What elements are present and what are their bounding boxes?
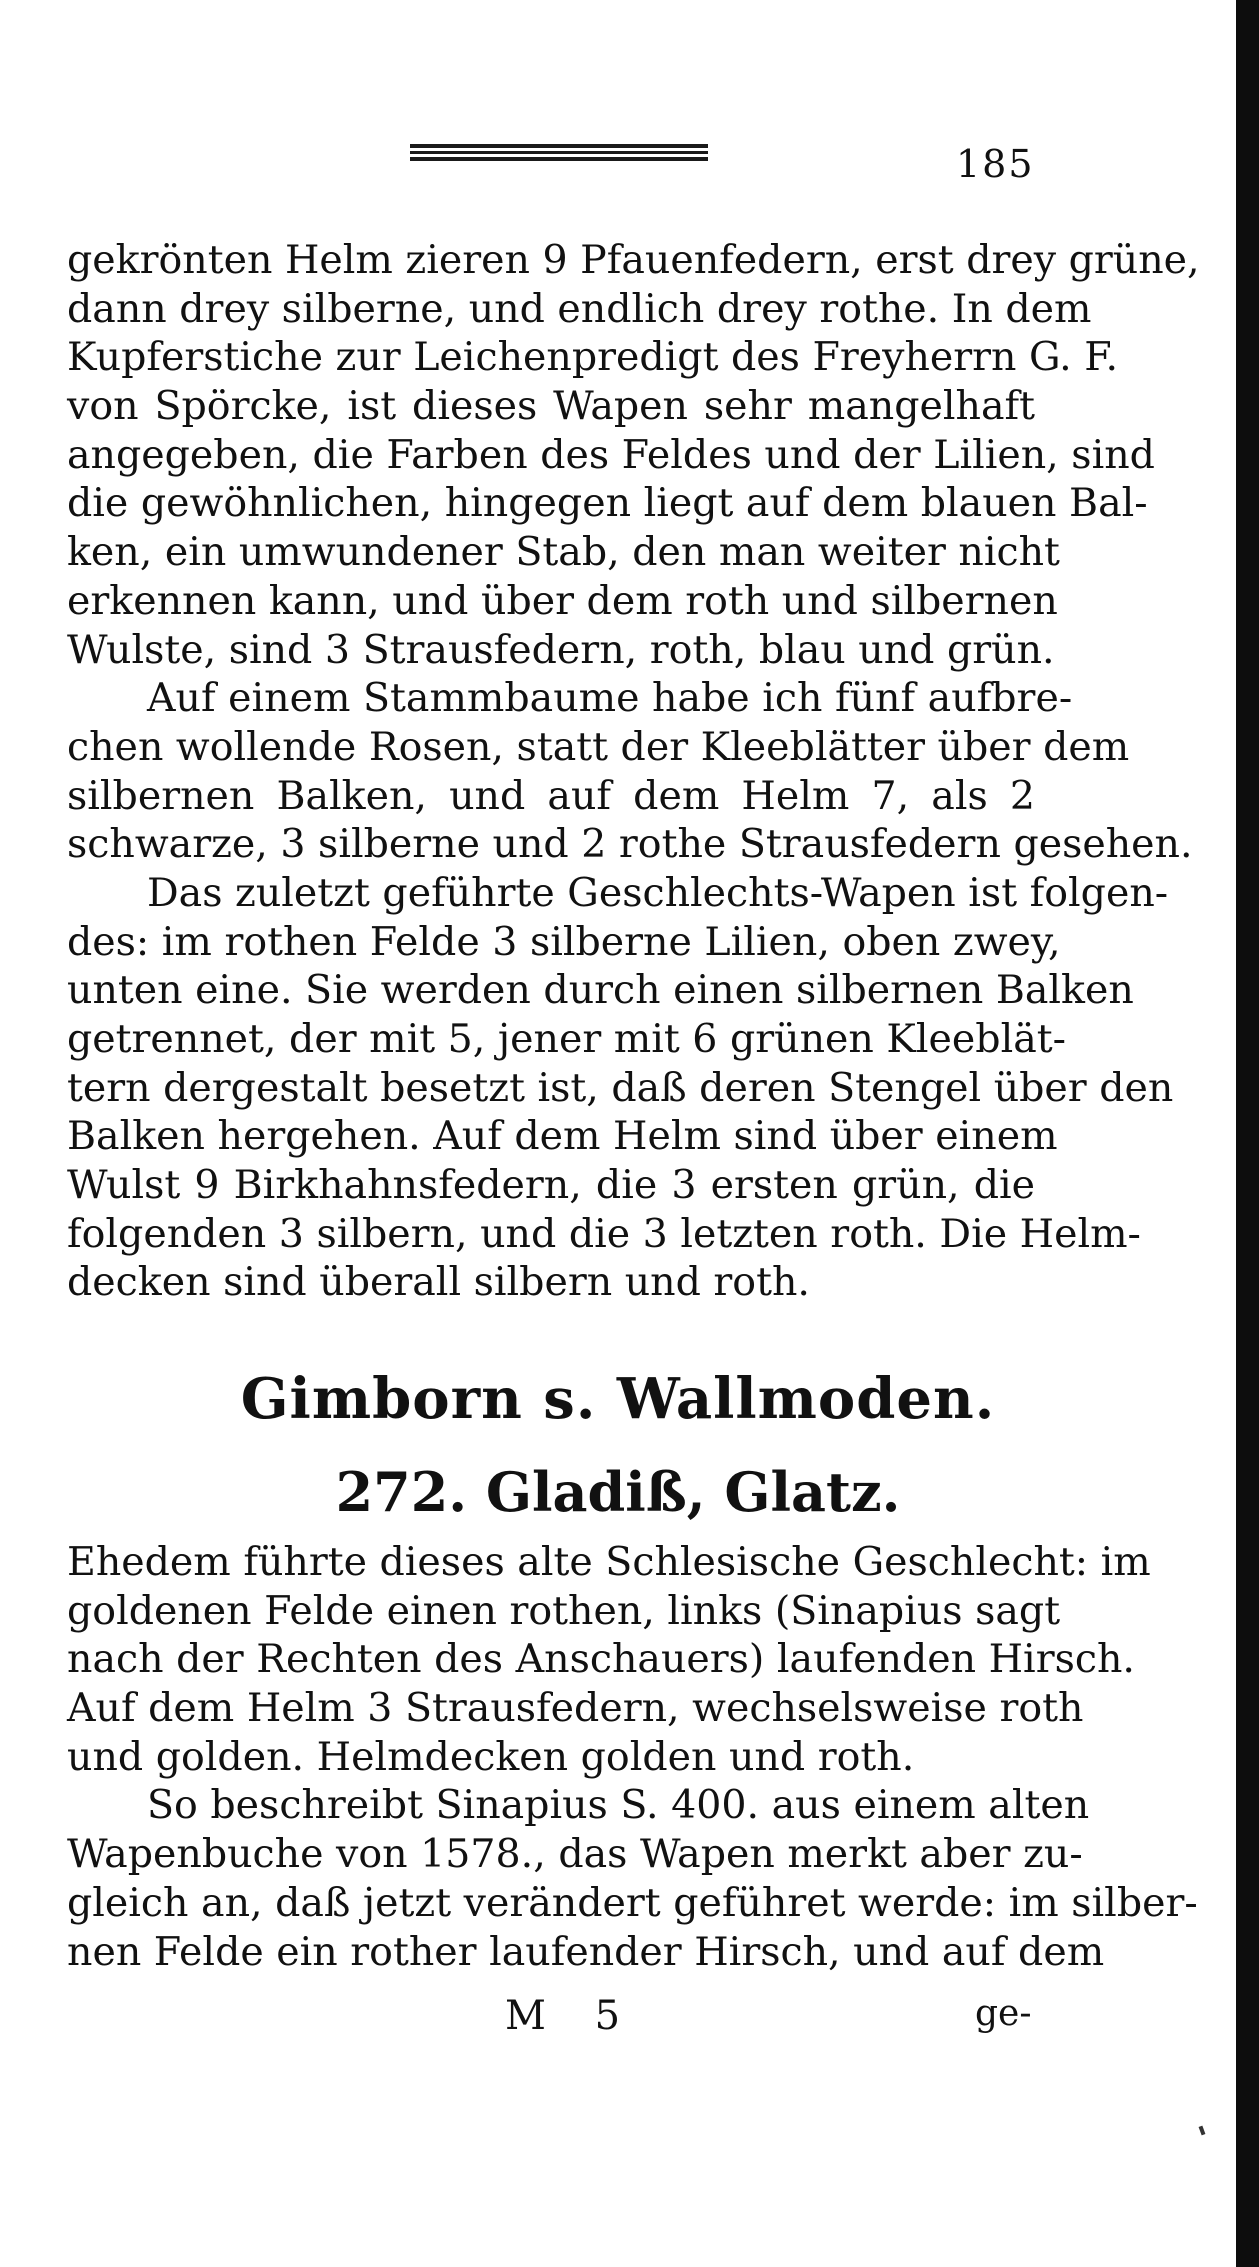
section-heading-crossref: Gimborn s. Wallmoden. — [240, 1366, 996, 1432]
text-line: Ehedem führte dieses alte Schlesische Geschlecht: im — [67, 1539, 1151, 1585]
text-line: folgenden 3 silbern, und die 3 letzten roth. Die Helm- — [67, 1210, 1141, 1257]
text-line: Balken hergehen. Auf dem Helm sind über einem — [67, 1113, 1058, 1160]
paragraph-continuation — [67, 236, 1200, 1307]
text-line: Wulste, sind 3 Strausfedern, roth, blau und grün. — [67, 626, 1055, 673]
entry-body — [67, 1538, 1198, 1976]
text-line: silbernen Balken, und auf dem Helm 7, als 2 — [67, 772, 1035, 819]
text-line: angegeben, die Farben des Feldes und der Lilien, sind — [67, 431, 1155, 478]
signature-mark: M 5 — [505, 1993, 639, 2039]
header-rule — [410, 144, 708, 148]
text-line: schwarze, 3 silberne und 2 rothe Strausfedern gesehen. — [67, 821, 1193, 868]
text-line: des: im rothen Felde 3 silberne Lilien, oben zwey, — [67, 918, 1061, 965]
text-line: decken sind überall silbern und roth. — [67, 1259, 810, 1306]
header-rule — [410, 151, 708, 154]
text-line: Das zuletzt geführte Geschlechts-Wapen ist folgen- — [147, 869, 1169, 916]
text-line: erkennen kann, und über dem roth und silbernen — [67, 577, 1058, 624]
text-line: von Spörcke, ist dieses Wapen sehr mangelhaft — [67, 383, 1035, 430]
text-line: die gewöhnlichen, hingegen liegt auf dem blauen Bal- — [67, 480, 1148, 527]
text-line: tern dergestalt besetzt ist, daß deren Stengel über den — [67, 1064, 1174, 1111]
text-line: Auf dem Helm 3 Strausfedern, wechselsweise roth — [67, 1685, 1084, 1732]
text-line: chen wollende Rosen, statt der Kleeblätter über dem — [67, 723, 1130, 770]
scan-edge-shadow — [1236, 0, 1259, 2267]
text-line: dann drey silberne, und endlich drey rothe. In dem — [67, 285, 1092, 332]
text-line: goldenen Felde einen rothen, links (Sinapius sagt — [67, 1587, 1061, 1634]
header-rule — [410, 157, 708, 161]
text-line: unten eine. Sie werden durch einen silbernen Balken — [67, 967, 1134, 1014]
scan-speck — [1199, 2126, 1206, 2136]
page-number: 185 — [956, 142, 1035, 186]
text-line: nach der Rechten des Anschauers) laufenden Hirsch. — [67, 1636, 1135, 1683]
text-line: und golden. Helmdecken golden und roth. — [67, 1733, 915, 1780]
text-line: Auf einem Stammbaume habe ich fünf aufbre- — [147, 675, 1073, 722]
section-heading-entry: 272. Gladiß, Glatz. — [335, 1460, 901, 1524]
text-line: gleich an, daß jetzt verändert geführet werde: im silber- — [67, 1879, 1198, 1926]
text-line: getrennet, der mit 5, jener mit 6 grünen Kleeblät- — [67, 1016, 1066, 1062]
text-line: So beschreibt Sinapius S. 400. aus einem alten — [147, 1782, 1090, 1829]
text-line: gekrönten Helm zieren 9 Pfauenfedern, erst drey grüne, — [67, 237, 1200, 283]
text-line: Wulst 9 Birkhahnsfedern, die 3 ersten grün, die — [67, 1162, 1035, 1209]
text-line: Wapenbuche von 1578., das Wapen merkt aber zu- — [67, 1831, 1083, 1878]
text-line: ken, ein umwundener Stab, den man weiter nicht — [67, 529, 1060, 576]
catchword: ge- — [975, 1993, 1032, 2034]
text-line: Kupferstiche zur Leichenpredigt des Freyherrn G. F. — [67, 334, 1119, 381]
text-line: nen Felde ein rother laufender Hirsch, und auf dem — [67, 1928, 1105, 1975]
